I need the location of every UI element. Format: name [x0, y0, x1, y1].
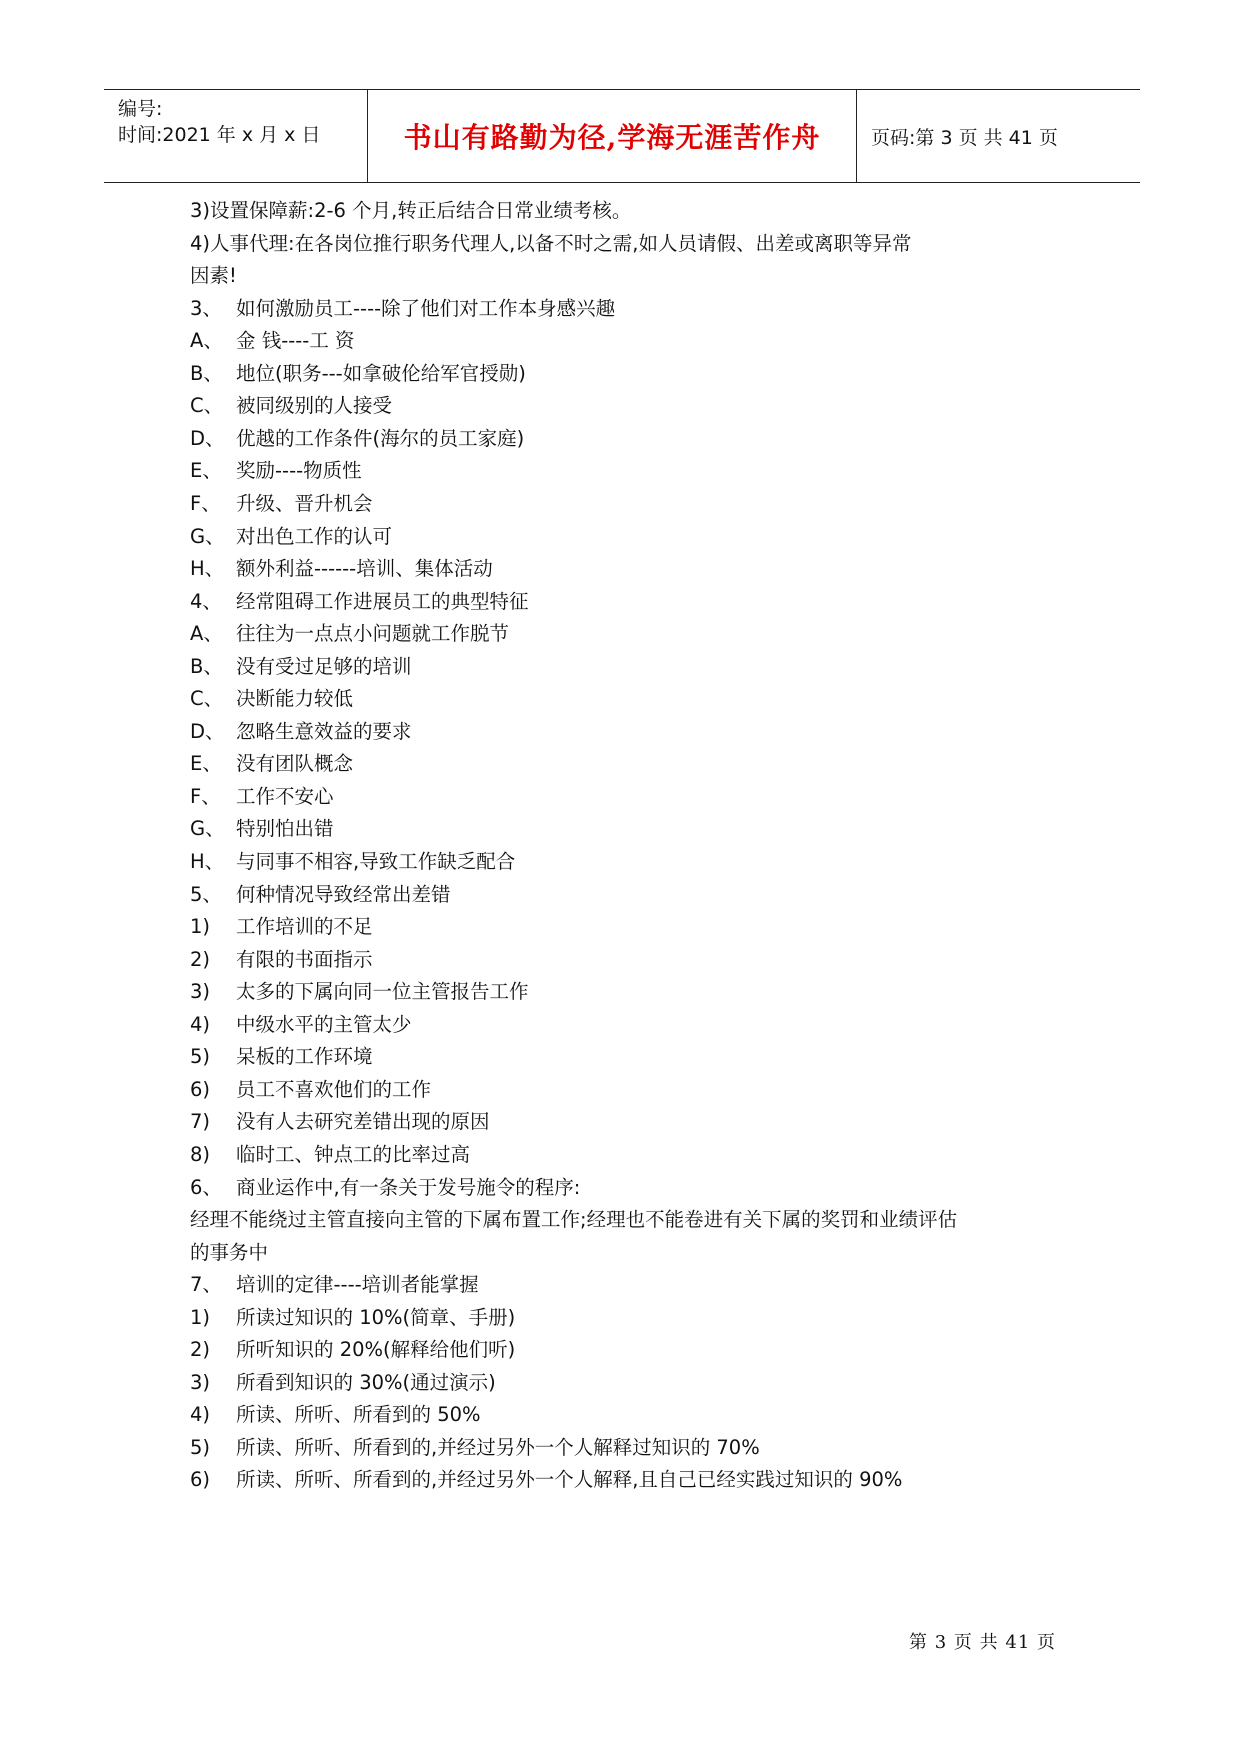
line-marker: G、 [190, 817, 225, 841]
body-line [190, 293, 1070, 325]
line-marker: 7) [190, 1110, 211, 1134]
time-label: 时间:2021 年 x 月 x 日 [118, 124, 321, 146]
body-line [190, 1041, 1070, 1073]
line-text: 中级水平的主管太少 [236, 1012, 412, 1036]
line-marker: 7、 [190, 1273, 222, 1297]
body-line [190, 488, 1070, 520]
body-line [190, 911, 1070, 943]
line-text: 4)人事代理:在各岗位推行职务代理人,以备不时之需,如人员请假、出差或离职等异常 [190, 231, 912, 255]
header-info-cell [104, 90, 368, 182]
line-text: 地位(职务---如拿破伦给军官授勋) [236, 361, 526, 385]
body-line [190, 1172, 1070, 1204]
body-line [190, 390, 1070, 422]
body-line [190, 195, 1070, 227]
line-text: 所读、所听、所看到的,并经过另外一个人解释过知识的 70% [236, 1435, 760, 1459]
body-line [190, 813, 1070, 845]
body-line [190, 1464, 1070, 1496]
body-line [190, 1106, 1070, 1138]
line-marker: 8) [190, 1142, 211, 1166]
body-line [190, 553, 1070, 585]
body-line [190, 879, 1070, 911]
line-text: 忽略生意效益的要求 [236, 719, 412, 743]
line-text: 对出色工作的认可 [236, 524, 393, 548]
line-text: 优越的工作条件(海尔的员工家庭) [236, 426, 525, 450]
line-text: 3)设置保障薪:2-6 个月,转正后结合日常业绩考核。 [190, 199, 632, 222]
line-marker: B、 [190, 654, 223, 678]
line-text: 没有人去研究差错出现的原因 [236, 1110, 490, 1134]
body-line [190, 1074, 1070, 1106]
body-line [190, 586, 1070, 618]
line-marker: 3) [190, 980, 211, 1004]
header-page-cell [857, 90, 1140, 182]
line-text: 决断能力较低 [236, 687, 354, 711]
line-text: 奖励----物质性 [236, 459, 362, 483]
line-text: 工作培训的不足 [236, 915, 373, 939]
line-text: 所听知识的 20%(解释给他们听) [236, 1338, 516, 1362]
line-text: 额外利益------培训、集体活动 [236, 557, 493, 581]
body-line [190, 1399, 1070, 1431]
body-line [190, 521, 1070, 553]
body-line [190, 1009, 1070, 1041]
line-text: 因素! [190, 264, 237, 288]
body-line [190, 1367, 1070, 1399]
body-line [190, 423, 1070, 455]
page-footer: 第 3 页 共 41 页 [909, 1632, 1056, 1653]
header-motto-cell [368, 90, 857, 182]
line-marker: 5) [190, 1435, 211, 1459]
number-label: 编号: [118, 98, 163, 120]
body-line [190, 1237, 1070, 1269]
line-text: 有限的书面指示 [236, 947, 373, 971]
body-line [190, 228, 1070, 260]
line-marker: 6) [190, 1077, 211, 1101]
line-text: 所读过知识的 10%(简章、手册) [236, 1305, 516, 1329]
line-marker: 4) [190, 1012, 211, 1036]
line-text: 呆板的工作环境 [236, 1045, 373, 1069]
line-text: 太多的下属向同一位主管报告工作 [236, 980, 529, 1004]
line-text: 何种情况导致经常出差错 [236, 882, 451, 906]
body-line [190, 976, 1070, 1008]
line-text: 经常阻碍工作进展员工的典型特征 [236, 589, 529, 613]
line-text: 金 钱----工 资 [236, 329, 355, 353]
body-line [190, 618, 1070, 650]
body-line [190, 260, 1070, 292]
body-line [190, 1139, 1070, 1171]
line-marker: 2) [190, 1338, 211, 1362]
body-line [190, 358, 1070, 390]
body-line [190, 716, 1070, 748]
line-text: 员工不喜欢他们的工作 [236, 1077, 432, 1101]
line-marker: 3、 [190, 296, 222, 320]
body-line [190, 781, 1070, 813]
line-marker: E、 [190, 459, 222, 483]
body-line [190, 944, 1070, 976]
line-marker: 5) [190, 1045, 211, 1069]
body-line [190, 1432, 1070, 1464]
body-line [190, 683, 1070, 715]
line-marker: A、 [190, 329, 223, 353]
body-line [190, 1302, 1070, 1334]
line-marker: 6) [190, 1468, 211, 1492]
line-text: 临时工、钟点工的比率过高 [236, 1142, 471, 1166]
line-marker: F、 [190, 784, 221, 808]
line-marker: F、 [190, 491, 221, 515]
body-line [190, 325, 1070, 357]
body-line [190, 1269, 1070, 1301]
line-marker: A、 [190, 622, 223, 646]
line-marker: H、 [190, 557, 225, 581]
line-marker: E、 [190, 752, 222, 776]
line-text: 没有受过足够的培训 [236, 654, 412, 678]
line-marker: G、 [190, 524, 225, 548]
line-marker: D、 [190, 426, 225, 450]
line-text: 培训的定律----培训者能掌握 [236, 1273, 479, 1297]
line-text: 往往为一点点小问题就工作脱节 [236, 622, 510, 646]
line-text: 特别怕出错 [236, 817, 334, 841]
line-marker: D、 [190, 719, 225, 743]
line-text: 升级、晋升机会 [236, 491, 373, 515]
line-text: 的事务中 [190, 1240, 269, 1264]
body-line [190, 455, 1070, 487]
line-marker: 3) [190, 1370, 211, 1394]
line-marker: B、 [190, 361, 223, 385]
line-text: 没有团队概念 [236, 752, 354, 776]
line-marker: 6、 [190, 1175, 222, 1199]
body-line [190, 1334, 1070, 1366]
line-text: 如何激励员工----除了他们对工作本身感兴趣 [236, 296, 616, 320]
line-text: 商业运作中,有一条关于发号施令的程序: [236, 1175, 581, 1199]
header-page-code: 页码:第 3 页 共 41 页 [871, 126, 1058, 149]
line-marker: 2) [190, 947, 211, 971]
line-text: 与同事不相容,导致工作缺乏配合 [236, 850, 516, 873]
body-line [190, 1204, 1070, 1236]
header-motto: 书山有路勤为径,学海无涯苦作舟 [403, 121, 821, 154]
line-text: 所读、所听、所看到的,并经过另外一个人解释,且自己已经实践过知识的 90% [236, 1468, 903, 1492]
line-text: 工作不安心 [236, 784, 334, 808]
line-text: 被同级别的人接受 [236, 394, 393, 418]
line-text: 所看到知识的 30%(通过演示) [236, 1370, 496, 1394]
line-marker: C、 [190, 394, 224, 418]
line-text: 所读、所听、所看到的 50% [236, 1403, 481, 1427]
line-marker: 1) [190, 1305, 211, 1329]
page-header [104, 89, 1140, 183]
line-text: 经理不能绕过主管直接向主管的下属布置工作;经理也不能卷进有关下属的奖罚和业绩评估 [190, 1208, 958, 1232]
line-marker: 4、 [190, 589, 222, 613]
line-marker: H、 [190, 850, 225, 873]
body-line [190, 748, 1070, 780]
body-line [190, 651, 1070, 683]
line-marker: C、 [190, 687, 224, 711]
body-line [190, 846, 1070, 878]
line-marker: 1) [190, 915, 211, 939]
line-marker: 4) [190, 1403, 211, 1427]
line-marker: 5、 [190, 882, 222, 906]
